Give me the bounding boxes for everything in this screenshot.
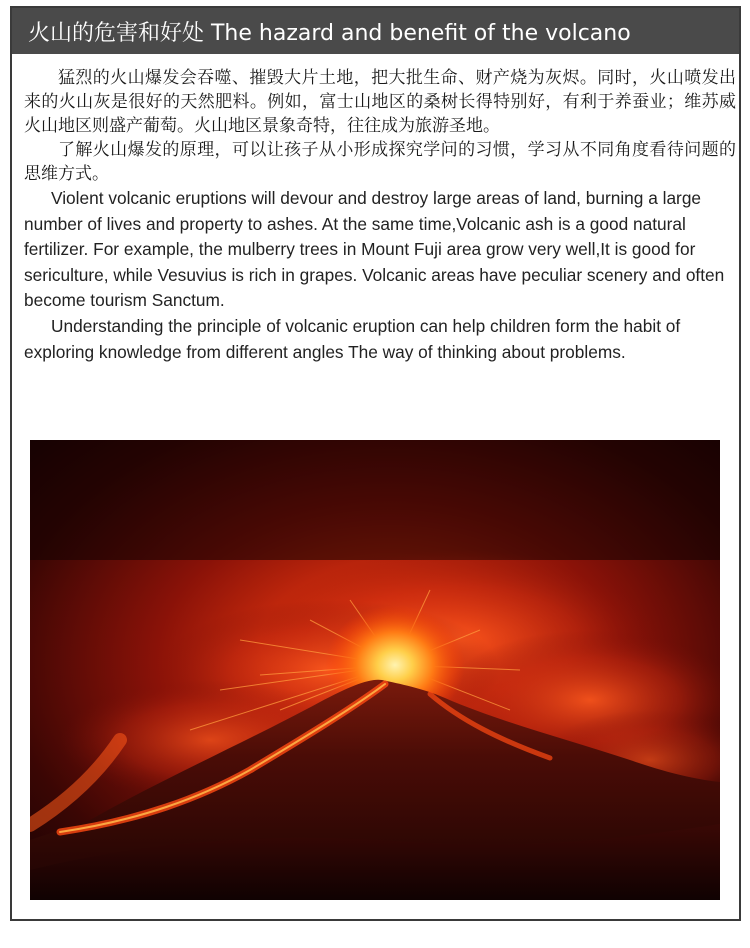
- page-frame: [10, 6, 741, 921]
- volcano-photo: [30, 440, 720, 900]
- article-body: [24, 66, 736, 365]
- zh-paragraph-2: 了解火山爆发的原理，可以让孩子从小形成探究学问的习惯，学习从不同角度看待问题的思维方式。: [24, 140, 736, 184]
- en-paragraph-1: Violent volcanic eruptions will devour and destroy large areas of land, burning a large number of lives and property to ashes. At the same time,Volcanic ash is a good natural fertilizer. For example, the mulberry trees in Mount Fuji area grow very well,It is good for sericulture, while Vesuvius is rich in grapes. Volcanic areas have peculiar scenery and often become tourism Sanctum.: [24, 188, 725, 311]
- volcano-illustration: [30, 440, 720, 900]
- zh-paragraph-1: 猛烈的火山爆发会吞噬、摧毁大片土地，把大批生命、财产烧为灰烬。同时，火山喷发出来的火山灰是很好的天然肥料。例如，富士山地区的桑树长得特别好，有利于养蚕业；维苏威火山地区则盛产葡萄。火山地区景象奇特，往往成为旅游圣地。: [24, 68, 736, 136]
- title-bar: [12, 8, 739, 54]
- page-title: 火山的危害和好处 The hazard and benefit of the volcano: [28, 20, 631, 46]
- en-paragraph-2: Understanding the principle of volcanic eruption can help children form the habit of exploring knowledge from different angles The way of thinking about problems.: [24, 315, 681, 362]
